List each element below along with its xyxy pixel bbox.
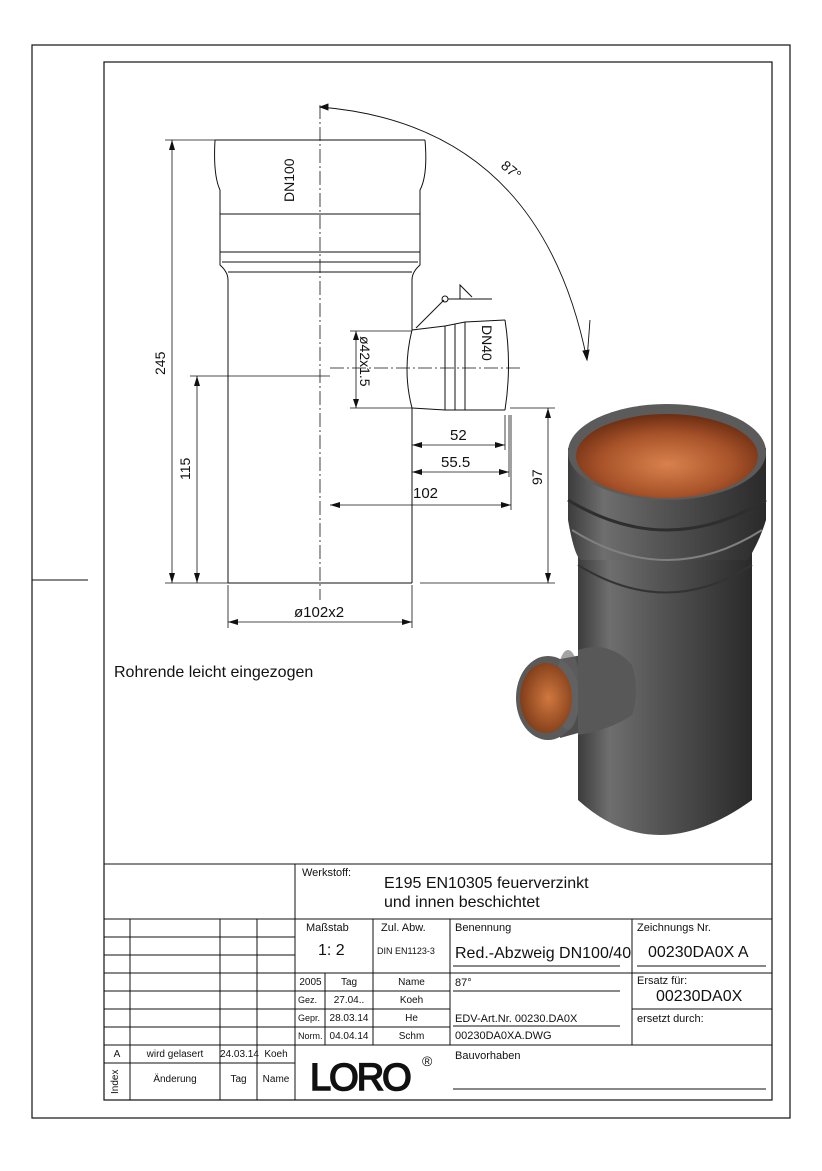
svg-text:LORO: LORO (310, 1057, 410, 1099)
dim-55-5-label: 55.5 (441, 454, 471, 471)
row-name: He (405, 1013, 418, 1024)
revision-header-tag: Tag (230, 1074, 247, 1085)
drawing-note: Rohrende leicht eingezogen (114, 664, 314, 681)
benennung-value: Red.-Abzweig DN100/40 (455, 945, 632, 962)
zeichnungs-nr-label: Zeichnungs Nr. (637, 922, 711, 934)
revision-name: Koeh (264, 1049, 288, 1060)
height-total-label: 245 (152, 351, 168, 375)
row-label: Norm. (298, 1031, 323, 1041)
svg-text:®: ® (422, 1053, 433, 1069)
dim-52-label: 52 (450, 427, 467, 444)
branch-diameter-label: ø42x1.5 (357, 336, 373, 387)
row-tag: 28.03.14 (329, 1013, 369, 1024)
zul-abw-value: DIN EN1123-3 (377, 946, 435, 956)
row-name: Koeh (399, 995, 424, 1006)
revision-tag: 24.03.14 (220, 1049, 259, 1060)
row-name: Schm (398, 1031, 425, 1042)
row-label: Gez. (298, 995, 318, 1005)
benennung-label: Benennung (455, 922, 512, 934)
row-tag: 27.04.. (333, 995, 365, 1006)
row-tag: 04.04.14 (329, 1031, 369, 1042)
werkstoff-label: Werkstoff: (302, 867, 352, 879)
pipe-3d-illustration (516, 404, 766, 835)
ersatz-fuer-value: 00230DA0X (656, 988, 743, 1005)
massstab-label: Maßstab (306, 922, 349, 934)
angle-value: 87° (455, 977, 472, 989)
edv-art-nr: EDV-Art.Nr. 00230.DA0X (455, 1013, 578, 1025)
main-diameter-label: ø102x2 (294, 604, 345, 621)
revision-header-name: Name (262, 1074, 290, 1085)
dim-102-label: 102 (413, 485, 439, 502)
dim-97-label: 97 (529, 469, 545, 485)
ersetzt-durch-label: ersetzt durch: (637, 1013, 704, 1025)
col-name: Name (398, 977, 425, 988)
werkstoff-line2: und innen beschichtet (384, 894, 540, 911)
zul-abw-label: Zul. Abw. (381, 922, 426, 934)
dn-branch-label: DN40 (479, 325, 495, 361)
angle-label: 87° (498, 157, 525, 183)
height-branch-label: 115 (177, 457, 193, 480)
angle-dimension (320, 104, 590, 360)
massstab-value: 1: 2 (318, 942, 345, 959)
loro-logo (310, 1053, 433, 1099)
dn-main-label: DN100 (281, 158, 297, 202)
revision-index: A (113, 1049, 121, 1060)
col-tag: Tag (340, 977, 358, 988)
zeichnungs-nr-value: 00230DA0X A (648, 944, 749, 961)
year: 2005 (299, 977, 322, 988)
werkstoff-line1: E195 EN10305 feuerverzinkt (384, 875, 589, 892)
ersatz-fuer-label: Ersatz für: (637, 975, 688, 987)
revision-header-change: Änderung (153, 1074, 197, 1085)
bauvorhaben-label: Bauvorhaben (455, 1050, 521, 1062)
revision-change: wird gelasert (146, 1049, 204, 1060)
revision-header-index: Index (110, 1069, 121, 1094)
dwg-file: 00230DA0XA.DWG (455, 1030, 552, 1042)
row-label: Gepr. (298, 1013, 321, 1023)
